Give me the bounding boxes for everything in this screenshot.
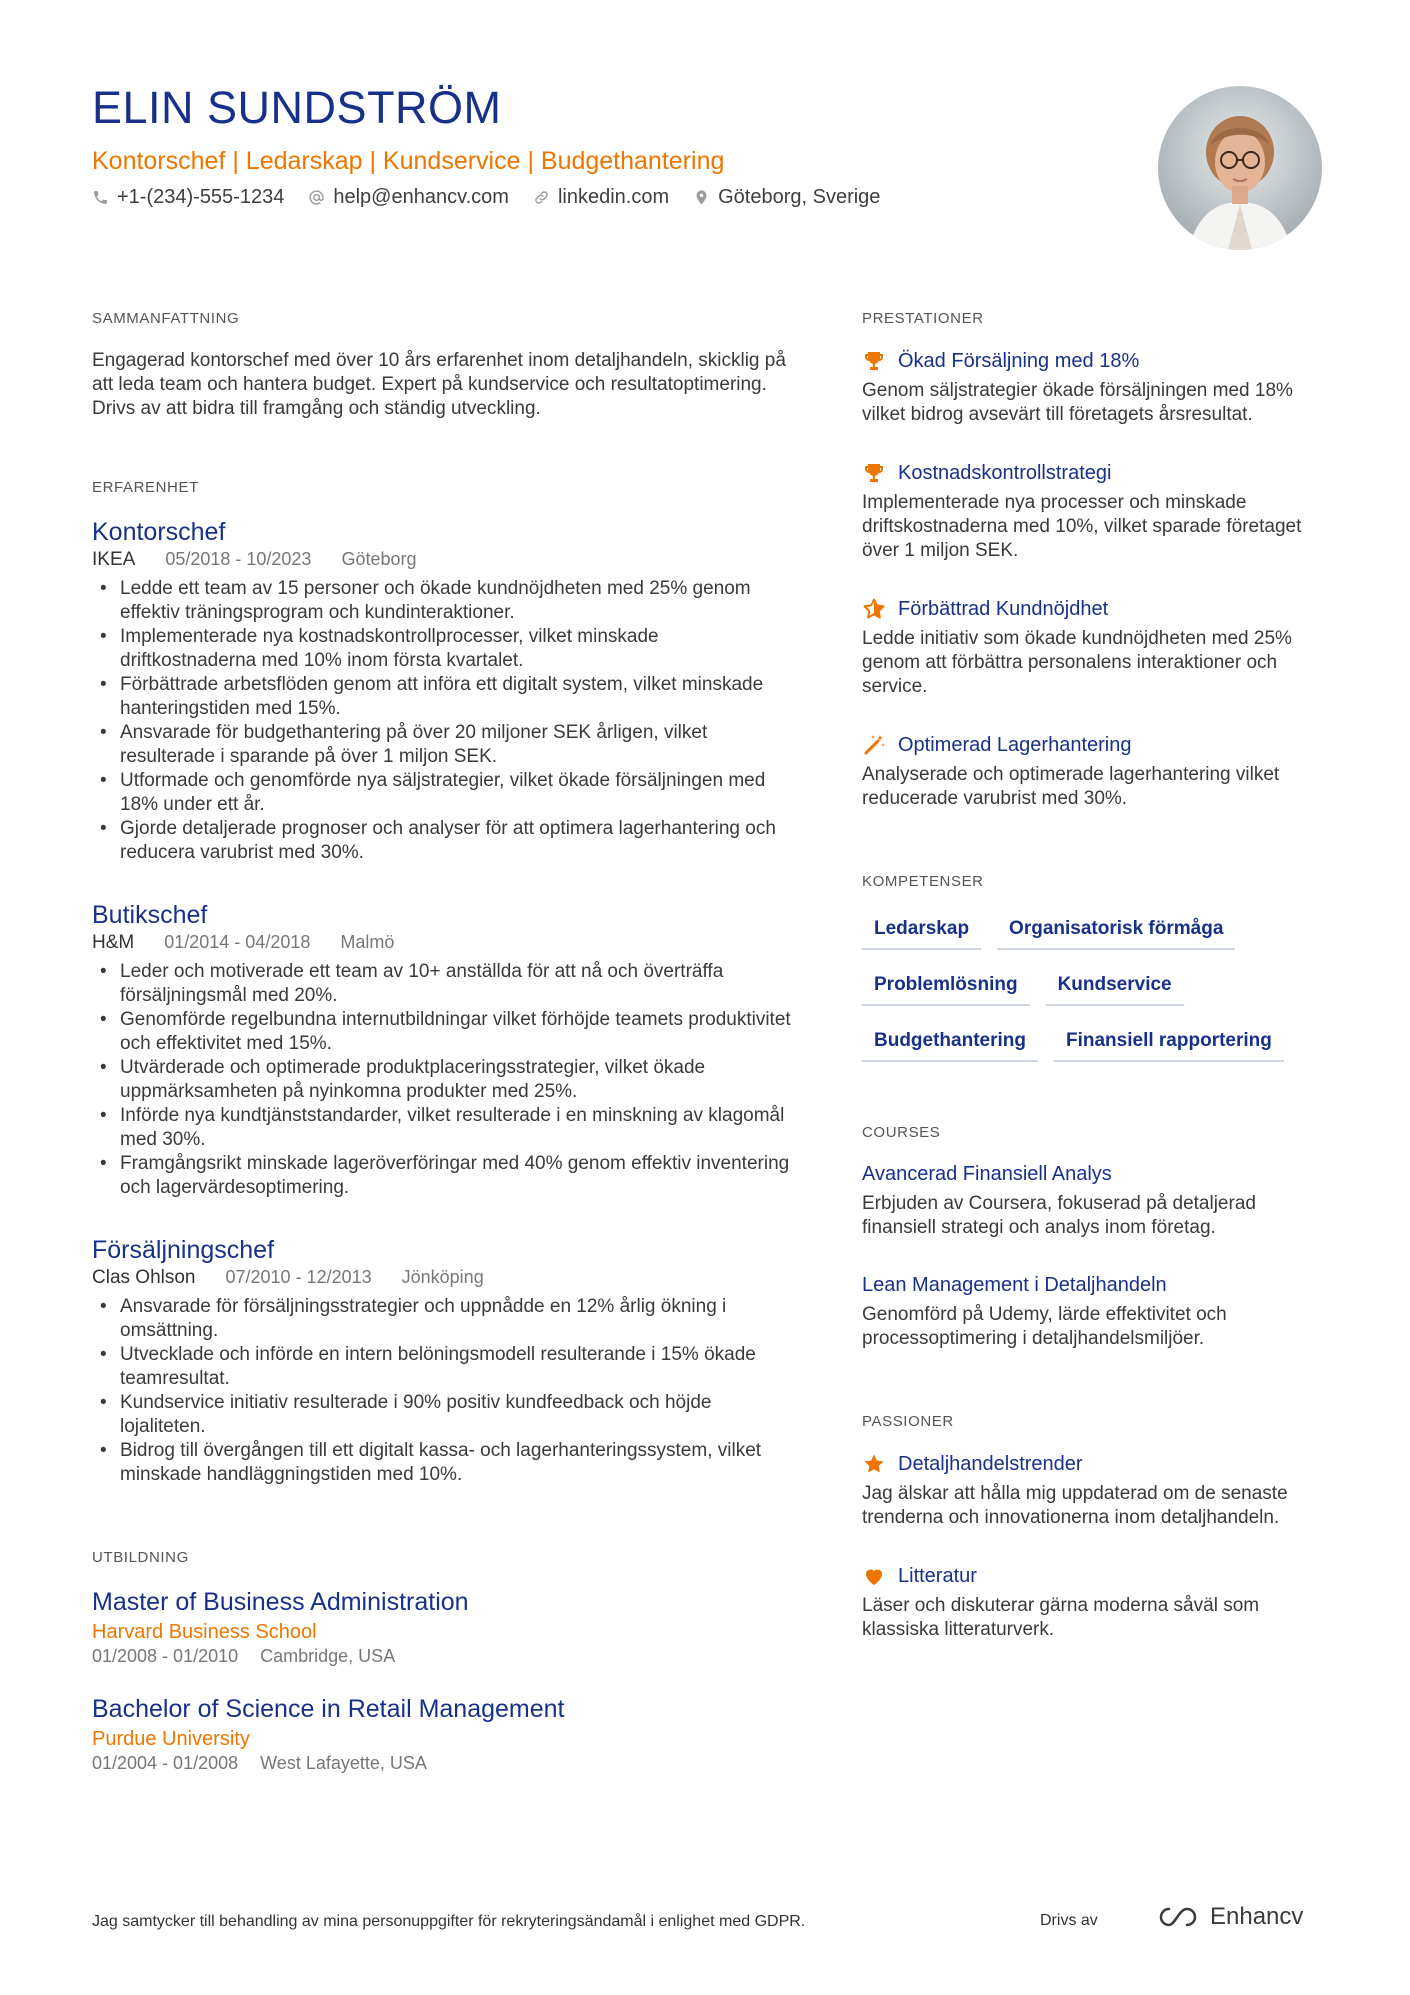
achievement-description: Ledde initiativ som ökade kundnöjdheten med 25% genom att förbättra personalens interaktioner och service. [862,628,1292,697]
bullet-item: • Implementerade nya kostnadskontrollprocesser, vilket minskade driftkostnaderna med 10% inom första kvartalet. [92,625,792,673]
degree-title: Master of Business Administration [92,1588,469,1616]
education-entry [92,1695,792,1774]
skill-tag: Problemlösning [862,968,1030,1006]
at-icon [308,189,325,206]
enhancv-logo[interactable] [1158,1903,1303,1931]
bullet-item: • Bidrog till övergången till ett digitalt kassa- och lagerhanteringssystem, vilket minskade handläggningstiden med 10%. [92,1439,792,1487]
section-title-summary: SAMMANFATTNING [92,310,240,327]
achievement-description: Genom säljstrategier ökade försäljningen med 18% vilket bidrog avsevärt till företagets årsresultat. [862,380,1293,425]
summary-text: Engagerad kontorschef med över 10 års erfarenhet inom detaljhandeln, skicklig på att leda team och hantera budget. Expert på kundservice och resultatoptimering. Drivs av att bidra till framgång och ständig utveckling. [92,350,786,419]
section-title-achievements: PRESTATIONER [862,310,984,327]
education-dates: 01/2008 - 01/2010 [92,1646,239,1666]
job-location: Jönköping [401,1267,484,1287]
bullet-item: • Genomförde regelbundna internutbildningar vilket förhöjde teamets produktivitet och effektivitet med 15%. [92,1008,792,1056]
skill-tag: Budgethantering [862,1024,1038,1062]
contact-phone-text: +1-(234)-555-1234 [117,186,285,208]
education-location: Cambridge, USA [260,1646,396,1666]
bullet-item: • Ansvarade för försäljningsstrategier och uppnådde en 12% årlig ökning i omsättning. [92,1295,792,1343]
bullet-item: • Utvecklade och införde en intern belöningsmodell resulterande i 15% ökade teamresultat. [92,1343,792,1391]
passion-header [862,1564,1332,1588]
section-title-skills: KOMPETENSER [862,873,984,890]
job-location: Göteborg [341,549,417,569]
job-title: Försäljningschef [92,1236,275,1264]
passion-title: Litteratur [898,1564,977,1587]
job-dates: 01/2014 - 04/2018 [164,932,311,952]
job-bullets [92,1295,792,1487]
contact-bar [92,186,880,209]
company-name: IKEA [92,549,136,570]
section-title-education: UTBILDNING [92,1549,189,1566]
powered-by-label: Drivs av [1040,1912,1098,1929]
course-title: Lean Management i Detaljhandeln [862,1274,1167,1296]
phone-icon [92,189,109,206]
achievement-item [862,461,1332,563]
school-name: Purdue University [92,1728,250,1750]
skills-list [862,912,1332,1062]
education-meta [92,1646,792,1667]
contact-location-text: Göteborg, Sverige [718,186,881,208]
job-entry [92,518,792,865]
right-column [862,310,1332,1676]
section-title-courses: COURSES [862,1124,941,1141]
bullet-item: • Leder och motiverade ett team av 10+ anställda för att nå och överträffa försäljningsmål med 20%. [92,960,792,1008]
achievement-description: Implementerade nya processer och minskade driftskostnaderna med 10%, vilket sparade företaget över 1 miljon SEK. [862,492,1302,561]
job-entry [92,901,792,1200]
bullet-item: • Gjorde detaljerade prognoser och analyser för att optimera lagerhantering och reducera varubrist med 30%. [92,817,792,865]
achievement-item [862,733,1332,811]
achievement-header [862,733,1332,757]
degree-title: Bachelor of Science in Retail Management [92,1695,565,1723]
education-meta [92,1753,792,1774]
enhancv-infinity-icon [1158,1905,1202,1929]
contact-email[interactable] [308,186,509,209]
course-description: Genomförd på Udemy, lärde effektivitet och processoptimering i detaljhandelsmiljöer. [862,1304,1227,1349]
school-name: Harvard Business School [92,1621,317,1643]
trophy-icon [862,461,886,485]
section-title-experience: ERFARENHET [92,479,199,496]
course-item [862,1274,1332,1351]
achievement-description: Analyserade och optimerade lagerhantering vilket reducerade varubrist med 30%. [862,764,1280,809]
contact-phone [92,186,284,209]
education-location: West Lafayette, USA [260,1753,427,1773]
bullet-item: • Framgångsrikt minskade lageröverföringar med 40% genom effektiv inventering och lagervärdesoptimering. [92,1152,792,1200]
contact-location [693,186,880,209]
job-meta [92,549,792,571]
company-name: H&M [92,932,135,953]
section-title-passions: PASSIONER [862,1413,954,1430]
location-pin-icon [693,189,710,206]
achievement-item [862,597,1332,699]
passion-item [862,1564,1332,1642]
bullet-item: • Ledde ett team av 15 personer och ökade kundnöjdheten med 25% genom effektiv träningsprogram och kundinteraktioner. [92,577,792,625]
passion-title: Detaljhandelstrender [898,1452,1083,1475]
job-bullets [92,577,792,865]
contact-linkedin[interactable] [533,186,669,209]
achievement-title: Ökad Försäljning med 18% [898,349,1140,372]
job-meta [92,1267,792,1289]
achievement-header [862,597,1332,621]
star-icon [862,1452,886,1476]
magic-wand-icon [862,733,886,757]
skill-tag: Ledarskap [862,912,981,950]
brand-name: Enhancv [1210,1903,1304,1930]
job-entry [92,1236,792,1487]
passion-description: Läser och diskuterar gärna moderna såväl som klassiska litteraturverk. [862,1595,1260,1640]
gdpr-consent-note: Jag samtycker till behandling av mina personuppgifter för rekryteringsändamål i enlighet med GDPR. [92,1913,806,1930]
achievement-header [862,461,1332,485]
trophy-icon [862,349,886,373]
course-description: Erbjuden av Coursera, fokuserad på detaljerad finansiell strategi och analys inom företag. [862,1193,1256,1238]
bullet-item: • Ansvarade för budgethantering på över 20 miljoner SEK årligen, vilket resulterade i sparande på över 1 miljon SEK. [92,721,792,769]
job-dates: 07/2010 - 12/2013 [225,1267,372,1287]
course-title: Avancerad Finansiell Analys [862,1163,1112,1185]
passion-header [862,1452,1332,1476]
education-dates: 01/2004 - 01/2008 [92,1753,239,1773]
passion-description: Jag älskar att hålla mig uppdaterad om de senaste trenderna och innovationerna inom detaljhandeln. [862,1483,1288,1528]
job-dates: 05/2018 - 10/2023 [165,549,312,569]
profile-photo [1158,86,1322,250]
contact-email-text: help@enhancv.com [333,186,509,208]
bullet-item: • Införde nya kundtjänststandarder, vilket resulterade i en minskning av klagomål med 30%. [92,1104,792,1152]
skill-tag: Finansiell rapportering [1054,1024,1284,1062]
course-item [862,1163,1332,1240]
job-location: Malmö [340,932,395,952]
company-name: Clas Ohlson [92,1267,196,1288]
skill-tag: Kundservice [1046,968,1184,1006]
skill-tag: Organisatorisk förmåga [997,912,1235,950]
achievement-item [862,349,1332,427]
achievement-header [862,349,1332,373]
achievement-title: Optimerad Lagerhantering [898,733,1132,756]
left-column [92,310,792,1802]
bullet-item: • Utformade och genomförde nya säljstrategier, vilket ökade försäljningen med 18% under ett år. [92,769,792,817]
job-bullets [92,960,792,1200]
star-outline-icon [862,597,886,621]
achievement-title: Kostnadskontrollstrategi [898,461,1112,484]
job-meta [92,932,792,954]
education-entry [92,1588,792,1667]
heart-icon [862,1564,886,1588]
bullet-item: • Utvärderade och optimerade produktplaceringsstrategier, vilket ökade uppmärksamheten på nyinkomna produkter med 25%. [92,1056,792,1104]
link-icon [533,189,550,206]
job-title: Butikschef [92,901,208,929]
job-title: Kontorschef [92,518,226,546]
bullet-item: • Kundservice initiativ resulterade i 90% positiv kundfeedback och höjde lojaliteten. [92,1391,792,1439]
contact-linkedin-text: linkedin.com [557,186,670,208]
candidate-title: Kontorschef | Ledarskap | Kundservice | Budgethantering [92,147,725,175]
bullet-item: • Förbättrade arbetsflöden genom att införa ett digitalt system, vilket minskade hanteringstiden med 15%. [92,673,792,721]
achievement-title: Förbättrad Kundnöjdhet [898,597,1109,620]
passion-item [862,1452,1332,1530]
candidate-name: ELIN SUNDSTRÖM [92,82,502,133]
